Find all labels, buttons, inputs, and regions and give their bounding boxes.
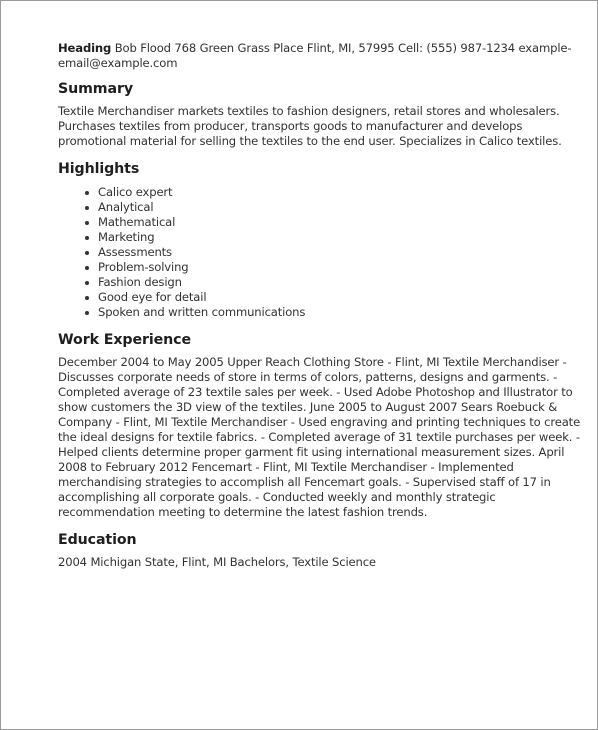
contact-details: Bob Flood 768 Green Grass Place Flint, MI, 57995 Cell: (555) 987-1234 example-email@example.com — [58, 41, 572, 70]
contact-heading — [58, 41, 590, 71]
work-experience-text: December 2004 to May 2005 Upper Reach Clothing Store - Flint, MI Textile Merchandiser - Discusses corporate needs of store in terms of colors, patterns, designs and garments. - Completed average of 23 textile sales per week. - Used Adobe Photoshop and Illustrator to show customers the 3D view of the textiles. June 2005 to August 2007 Sears Roebuck & Company - Flint, MI Textile Merchandiser - Used engraving and printing techniques to create the ideal designs for textile fabrics. - Completed average of 31 textile purchases per week. - Helped clients determine proper garment fit using international measurement sizes. April 2008 to February 2012 Fencemart - Flint, MI Textile Merchandiser - Implemented merchandising strategies to accomplish all Fencemart goals. - Supervised staff of 17 in accomplishing all corporate goals. - Conducted weekly and monthly strategic recommendation meeting to determine the latest fashion trends. — [58, 355, 581, 519]
heading-label: Heading — [58, 41, 112, 55]
highlight-item: Good eye for detail — [98, 290, 590, 305]
highlight-item: Fashion design — [98, 275, 590, 290]
resume-content — [58, 41, 590, 570]
highlight-item: Assessments — [98, 245, 590, 260]
work-experience-title: Work Experience — [58, 332, 191, 348]
summary-text: Textile Merchandiser markets textiles to fashion designers, retail stores and wholesalers. Purchases textiles from producer, transports goods to manufacturer and develops promotional material for selling the textiles to the end user. Specializes in Calico textiles. — [58, 104, 562, 148]
education-text: 2004 Michigan State, Flint, MI Bachelors, Textile Science — [58, 555, 376, 569]
summary-title: Summary — [58, 81, 134, 97]
highlight-item: Marketing — [98, 230, 590, 245]
highlight-item: Analytical — [98, 200, 590, 215]
education-title: Education — [58, 532, 137, 548]
highlight-item: Spoken and written communications — [98, 305, 590, 320]
highlight-item: Problem-solving — [98, 260, 590, 275]
highlights-list — [58, 185, 590, 320]
highlight-item: Calico expert — [98, 185, 590, 200]
highlights-title: Highlights — [58, 161, 140, 177]
highlight-item: Mathematical — [98, 215, 590, 230]
